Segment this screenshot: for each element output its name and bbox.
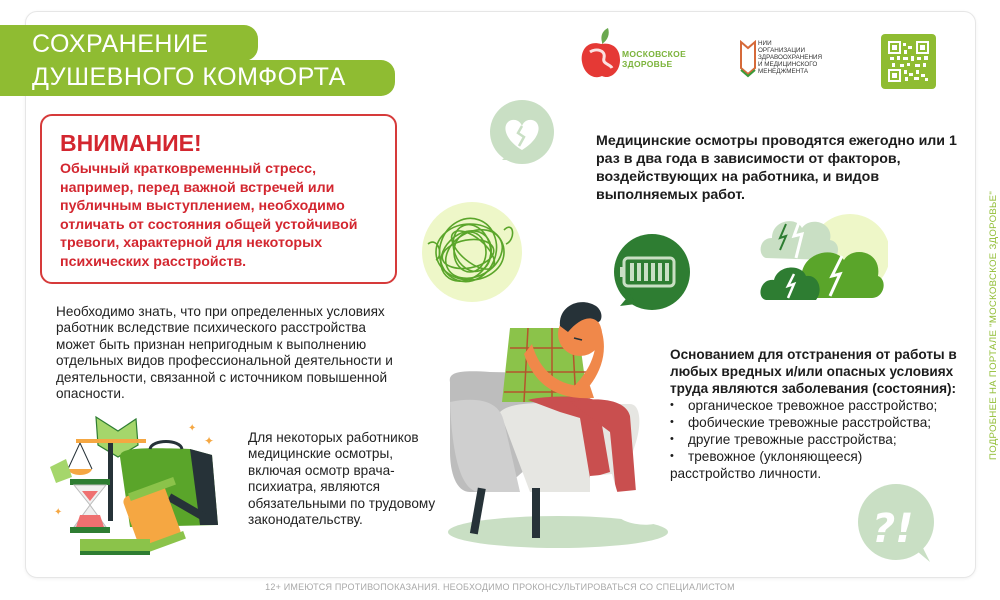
suspension-block	[670, 346, 970, 482]
warning-box	[40, 114, 397, 284]
conditions-list	[670, 397, 970, 465]
portal-link-text[interactable]: ПОДРОБНЕЕ НА ПОРТАЛЕ "МОСКОВСКОЕ ЗДОРОВЬЕ"	[988, 190, 999, 460]
list-item: • тревожное (уклоняющееся)	[670, 448, 970, 465]
logo-text-line2: ЗДОРОВЬЕ	[622, 59, 673, 69]
disclaimer-footer: 12+ ИМЕЮТСЯ ПРОТИВОПОКАЗАНИЯ. НЕОБХОДИМО ПРОКОНСУЛЬТИРОВАТЬСЯ СО СПЕЦИАЛИСТОМ	[265, 582, 735, 592]
page-title-line2: ДУШЕВНОГО КОМФОРТА	[0, 60, 395, 96]
list-item-tail: расстройство личности.	[670, 466, 822, 481]
moscow-health-logo[interactable]	[580, 28, 700, 80]
list-item: • другие тревожные расстройства;	[670, 431, 970, 448]
suspension-lead: Основанием для отстранения от работы в любых вредных и/или опасных условиях труда являются заболевания (состояния):	[670, 347, 957, 396]
storm-clouds-icon	[758, 198, 888, 308]
exam-frequency-paragraph: Медицинские осмотры проводятся ежегодно или 1 раз в два года в зависимости от факторов, воздействующих на работника, и видов выполняемых работ.	[596, 133, 957, 203]
law-scales-gavel-briefcase	[40, 405, 230, 565]
logo-text-line1: МОСКОВСКОЕ	[622, 49, 687, 59]
list-item: • фобические тревожные расстройства;	[670, 414, 970, 431]
nii-book-icon	[740, 40, 756, 78]
nii-line: НИИ	[758, 40, 772, 47]
nii-line: И МЕДИЦИНСКОГО	[758, 61, 818, 68]
qr-code-icon	[887, 40, 930, 83]
nii-line: ЗДРАВООХРАНЕНИЯ	[758, 54, 823, 61]
svg-text:✦: ✦	[188, 423, 197, 434]
unfit-paragraph: Необходимо знать, что при определенных условиях работник вследствие психического расстройства может быть признан непригодным к выполнению отдельных видов профессиональной деятельности и деятельности, связанной с источником повышенной опасности.	[56, 304, 393, 402]
nii-line: ОРГАНИЗАЦИИ	[758, 47, 806, 54]
nii-logo[interactable]	[740, 40, 850, 82]
mandatory-exam-paragraph: Для некоторых работников медицинские осмотры, включая осмотр врача-психиатра, являются обязательными по трудовому законодательству.	[248, 430, 436, 528]
nii-line: МЕНЕДЖМЕНТА	[758, 68, 809, 75]
svg-text:✦: ✦	[204, 434, 215, 448]
svg-text:✦: ✦	[54, 507, 63, 518]
list-item: • органическое тревожное расстройство;	[670, 397, 970, 414]
page-title-line1: СОХРАНЕНИЕ	[0, 25, 258, 61]
question-exclamation-icon	[856, 480, 940, 566]
apple-logo-icon	[580, 28, 622, 80]
warning-body: Обычный кратковременный стресс, например, перед важной встречей или публичным выступлением, необходимо отличать от состояния общей устойчивой тревоги, характерной для некоторых психических расстройств.	[60, 161, 358, 270]
warning-title: ВНИМАНИЕ!	[60, 130, 202, 156]
sad-man-in-armchair	[440, 292, 670, 552]
svg-text:?!: ?!	[872, 506, 914, 552]
qr-code[interactable]	[881, 34, 936, 89]
broken-heart-icon	[488, 100, 558, 168]
